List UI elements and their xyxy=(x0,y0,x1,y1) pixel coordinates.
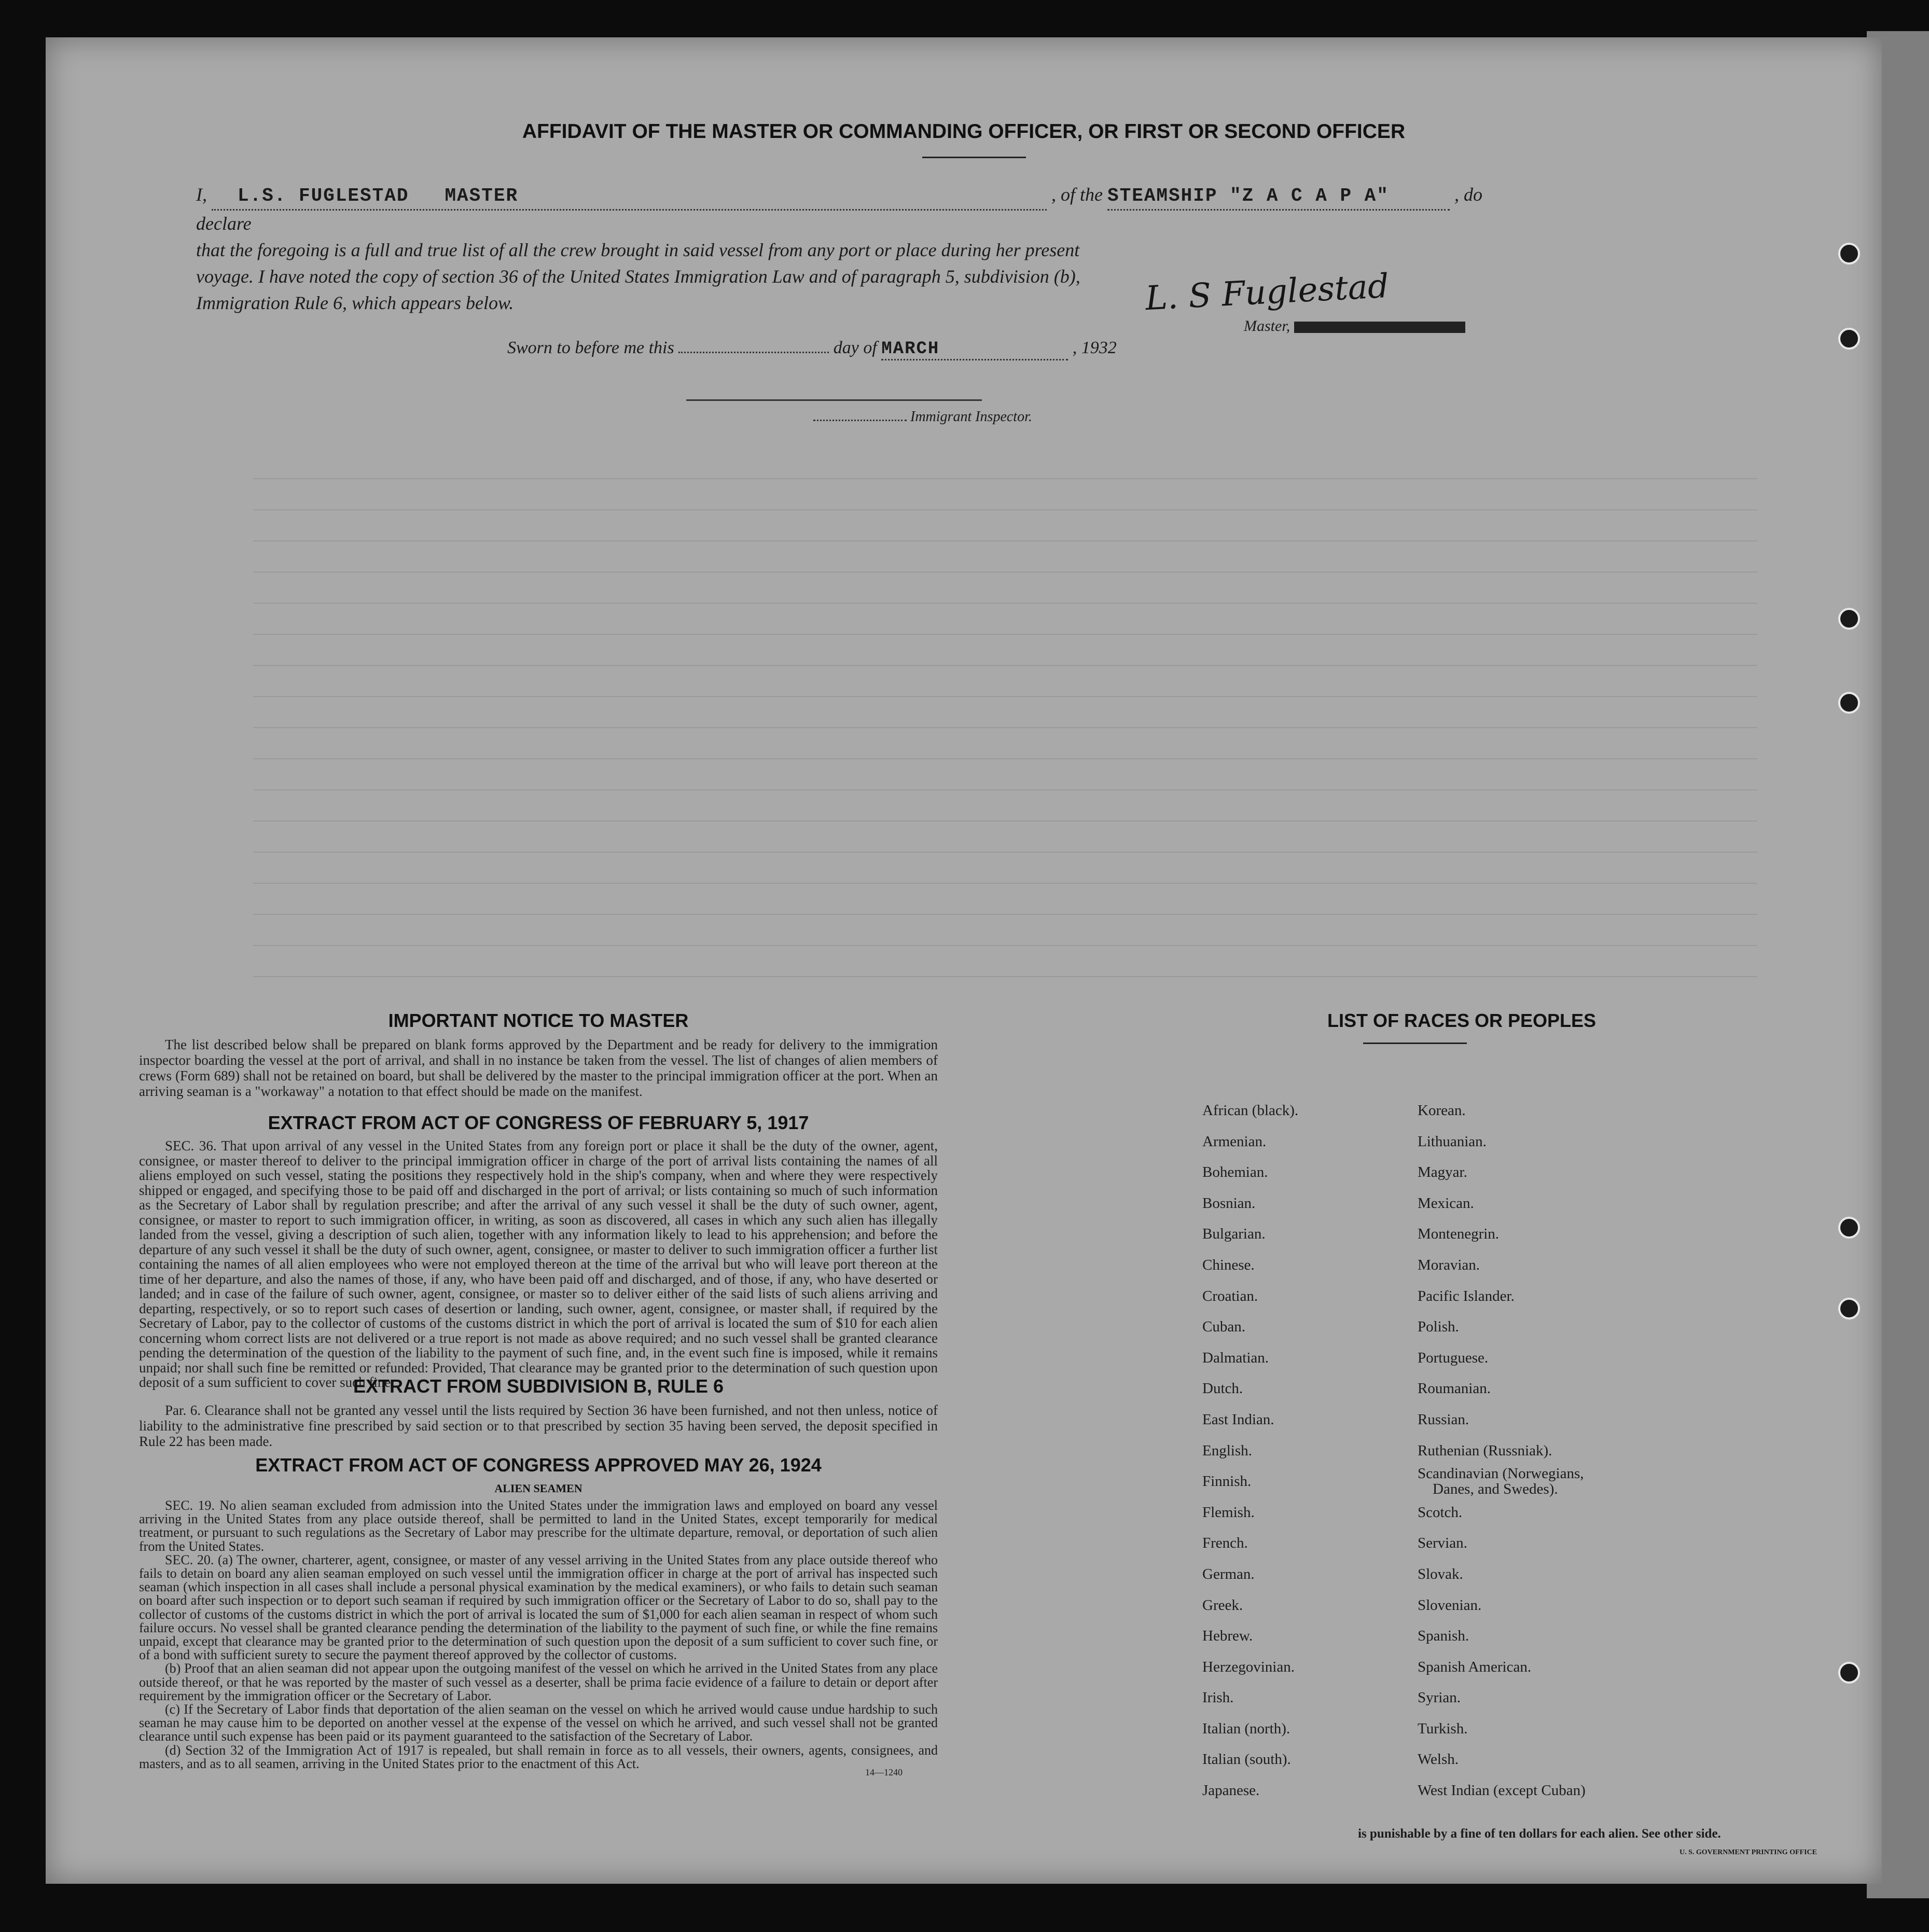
race-item: Greek. xyxy=(1202,1596,1243,1614)
inspector-line xyxy=(813,409,1032,425)
race-item: Italian (south). xyxy=(1202,1751,1291,1768)
race-item: Croatian. xyxy=(1202,1287,1258,1304)
race-item: Pacific Islander. xyxy=(1418,1287,1515,1304)
month-field xyxy=(881,338,1068,360)
race-item: Welsh. xyxy=(1418,1751,1459,1768)
race-item: Polish. xyxy=(1418,1318,1459,1336)
extract-rule6-text: Par. 6. Clearance shall not be granted any vessel until the lists required by Section 36 have been furnished, and not then unless, notice of liability to the administrative fine prescribed by said section or to that prescribed by section 35 having been served, the deposit specified in Rule 22 has been made. xyxy=(139,1402,938,1449)
extract-1924-title: EXTRACT FROM ACT OF CONGRESS APPROVED MAY 26, 1924 xyxy=(255,1454,822,1476)
extract-1917-text: SEC. 36. That upon arrival of any vessel in the United States from any foreign port or place it shall be the duty of the owner, agent, consignee, or master thereof to deliver to the principal immigration officer in charge of the port of arrival lists containing the names of all aliens employed on such vessel, stating the positions they respectively hold in the ship's company, when and where they were respectively shipped or engaged, and specifying those to be paid off and discharged in the port of arrival; or lists containing so much of such information as the Secretary of Labor shall by regulation prescribe; and after the arrival of any such vessel it shall be the duty of such owner, agent, consignee, or master to report to such immigration officer, in writing, as soon as discovered, all cases in which any such alien has illegally landed from the vessel, giving a description of such alien, together with any information likely to lead to his apprehension; and before the departure of any such vessel it shall be the duty of such owner, agent, consignee, or master to deliver to such immigration officer a further list containing the names of all alien employees who were not employed thereon at the time of the arrival but who will leave port thereon at the time of her departure, and also the names of those, if any, who have been paid off and discharged, and of those, if any, who have deserted or landed; and in case of the failure of such owner, agent, consignee, or master so to deliver either of the said lists of such aliens arriving and departing, respectively, or so to report such cases of desertion or landing, such owner, agent, consignee, or master shall, if required by the Secretary of Labor, pay to the collector of customs of the customs district in which the port of arrival is located the sum of $10 for each alien concerning whom correct lists are not delivered or a true report is not made as above required; and no such vessel shall be granted clearance pending the determination of the question of the liability to the payment of such fine, and, in the event such fine is imposed, while it remains unpaid; nor shall such fine be remitted or refunded: Provided, That clearance may be granted prior to the determination of such question upon deposit of a sum sufficient to cover such fine. xyxy=(139,1138,938,1390)
races-right-column xyxy=(1418,1095,1586,1806)
race-item: Magyar. xyxy=(1418,1164,1467,1181)
race-item: Lithuanian. xyxy=(1418,1133,1487,1150)
race-item: Mexican. xyxy=(1418,1194,1474,1212)
day-of-text: day of xyxy=(833,338,877,357)
race-item: Ruthenian (Russniak). xyxy=(1418,1442,1552,1459)
sworn-day-field xyxy=(678,352,829,353)
declarant-name: L.S. FUGLESTAD xyxy=(238,185,409,206)
sec-20d-text: (d) Section 32 of the Immigration Act of 1917 is repealed, but shall remain in force as to all vessels, their owners, agents, consignees, and masters, and as to all seamen, arriving in the United States prior to the enactment of this Act. xyxy=(139,1742,938,1771)
race-item: Flemish. xyxy=(1202,1504,1255,1521)
race-item: German. xyxy=(1202,1565,1255,1582)
of-the-text: , of the xyxy=(1051,184,1103,205)
race-item: Finnish. xyxy=(1202,1473,1252,1490)
binder-hole xyxy=(1838,243,1860,265)
races-title-underline xyxy=(1363,1043,1467,1044)
race-item: Servian. xyxy=(1418,1535,1467,1552)
race-item: Syrian. xyxy=(1418,1689,1461,1706)
race-item: Armenian. xyxy=(1202,1133,1267,1150)
race-item: Hebrew. xyxy=(1202,1628,1253,1645)
sworn-line xyxy=(507,338,1117,360)
race-item: Bosnian. xyxy=(1202,1194,1256,1212)
declaration-line-4: Immigration Rule 6, which appears below. xyxy=(196,293,514,313)
bleed-through-area xyxy=(253,463,1757,1007)
affidavit-title: AFFIDAVIT OF THE MASTER OR COMMANDING OFFICER, OR FIRST OR SECOND OFFICER xyxy=(522,120,1406,143)
race-item: Spanish American. xyxy=(1418,1658,1532,1675)
binder-hole xyxy=(1838,1298,1860,1319)
race-item: Bohemian. xyxy=(1202,1164,1268,1181)
race-item: Irish. xyxy=(1202,1689,1234,1706)
sec-20b-text: (b) Proof that an alien seaman did not appear upon the outgoing manifest of the vessel on which he arrived in the United States from any place outside thereof, or that he was reported by the master of such vessel as a deserter, shall be prima facie evidence of a failure to detain or deport after requirement by the immigration officer or the Secretary of Labor. xyxy=(139,1661,938,1703)
race-item: Slovenian. xyxy=(1418,1596,1482,1614)
binder-hole xyxy=(1838,1662,1860,1684)
binder-hole xyxy=(1838,1217,1860,1239)
extract-1924-text xyxy=(139,1499,938,1771)
sec-19-text: SEC. 19. No alien seaman excluded from admission into the United States under the immigration laws and employed on board any vessel arriving in the United States from any place outside thereof, shall be permitted to land in the United States, except temporarily for medical treatment, or pursuant to such regulations as the Secretary of Labor may prescribe for the ultimate departure, removal, or deportation of such alien from the United States. xyxy=(139,1498,938,1554)
notice-text: The list described below shall be prepared on blank forms approved by the Department and be ready for delivery to the immigration inspector boarding the vessel at the port of arrival, and shall in no instance be taken from the vessel. The list of changes of alien members of crews (Form 689) shall not be retained on board, but shall be delivered by the master to the principal immigration officer at the port. When an arriving seaman is a "workaway" a notation to that effect should be made on the manifest. xyxy=(139,1037,938,1099)
race-item: West Indian (except Cuban) xyxy=(1418,1782,1586,1799)
master-signature: L. S Fuglestad xyxy=(1144,267,1390,318)
inspector-signature-line xyxy=(686,399,982,401)
race-item: Dutch. xyxy=(1202,1380,1243,1397)
race-item: African (black). xyxy=(1202,1102,1299,1119)
declaration-line-2: that the foregoing is a full and true list of all the crew brought in said vessel from any port or place during her present xyxy=(196,240,1080,260)
title-underline xyxy=(922,157,1026,158)
binder-hole xyxy=(1838,692,1860,714)
binder-hole xyxy=(1838,328,1860,350)
printer-note: U. S. GOVERNMENT PRINTING OFFICE xyxy=(1680,1848,1817,1856)
sworn-month: MARCH xyxy=(881,339,940,359)
race-item: East Indian. xyxy=(1202,1411,1274,1428)
declarant-title: MASTER xyxy=(445,185,519,206)
race-item: Montenegrin. xyxy=(1418,1226,1500,1243)
extract-1917-title: EXTRACT FROM ACT OF CONGRESS OF FEBRUARY 5, 1917 xyxy=(268,1112,809,1133)
extract-rule6-title: EXTRACT FROM SUBDIVISION B, RULE 6 xyxy=(353,1375,724,1397)
inspector-label: Immigrant Inspector. xyxy=(910,409,1032,425)
sworn-text: Sworn to before me this xyxy=(507,338,674,357)
alien-seamen-subtitle: ALIEN SEAMEN xyxy=(494,1482,582,1495)
declaration-line-1 xyxy=(196,182,1503,237)
race-item: French. xyxy=(1202,1535,1248,1552)
race-item: Moravian. xyxy=(1418,1256,1480,1273)
race-item: Scandinavian (Norwegians, Danes, and Swedes). xyxy=(1418,1465,1584,1497)
declaration-line-3: voyage. I have noted the copy of section 36 of the United States Immigration Law and of paragraph 5, subdivision (b), xyxy=(196,266,1080,287)
races-title: LIST OF RACES OR PEOPLES xyxy=(1327,1010,1597,1031)
race-item: Herzegovinian. xyxy=(1202,1658,1295,1675)
race-item: Scotch. xyxy=(1418,1504,1463,1521)
race-item: Japanese. xyxy=(1202,1782,1260,1799)
races-left-column xyxy=(1202,1095,1298,1806)
sec-20a-text: SEC. 20. (a) The owner, charterer, agent, consignee, or master of any vessel arriving in the United States from any place outside thereof who fails to detain on board any alien seaman employed on such vessel until the immigration officer in charge at the port of arrival has inspected such seaman (which inspection in all cases shall include a personal physical examination by the medical examiners), or who fails to detain such seaman on board after such inspection or to deport such seaman if required by such immigration officer or the Secretary of Labor to do so, shall pay to the collector of customs of the customs district in which the port of arrival is located the sum of $1,000 for each alien seaman in respect of whom such failure occurs. No vessel shall be granted clearance pending the determination of the liability to the payment of such fine, or while the fine remains unpaid, except that clearance may be granted prior to the determination of such question upon the deposit of a sum sufficient to cover such fine, or of a bond with sufficient surety to secure the payment thereof approved by the collector of customs. xyxy=(139,1552,938,1663)
declarant-field xyxy=(212,182,1047,211)
race-item: Italian (north). xyxy=(1202,1720,1290,1737)
sworn-year: , 1932 xyxy=(1072,338,1117,357)
race-item: Russian. xyxy=(1418,1411,1469,1428)
intro-i: I, xyxy=(196,184,207,205)
struck-out-text xyxy=(1294,322,1465,333)
binder-hole xyxy=(1838,608,1860,630)
race-item: Spanish. xyxy=(1418,1628,1469,1645)
vessel-name: STEAMSHIP "Z A C A P A" xyxy=(1107,185,1389,206)
race-item: Portuguese. xyxy=(1418,1349,1489,1366)
document-page xyxy=(46,37,1882,1884)
master-label xyxy=(1244,317,1465,335)
race-item: Roumanian. xyxy=(1418,1380,1491,1397)
sec-20c-text: (c) If the Secretary of Labor finds that deportation of the alien seaman on the vessel on which he arrived would cause undue hardship to such seaman he may cause him to be deported on another vessel at the expense of the vessel on which he arrived, and such vessel shall not be granted clearance until such expense has been paid or its payment guaranteed to the satisfaction of the Secretary of Labor. xyxy=(139,1702,938,1744)
race-item: Cuban. xyxy=(1202,1318,1245,1336)
master-label-text: Master, xyxy=(1244,317,1290,335)
race-item: Chinese. xyxy=(1202,1256,1255,1273)
notice-title: IMPORTANT NOTICE TO MASTER xyxy=(388,1010,689,1031)
race-item: Korean. xyxy=(1418,1102,1466,1119)
do-declare-text: , do declare xyxy=(196,184,1482,234)
race-item: English. xyxy=(1202,1442,1252,1459)
fine-note: is punishable by a fine of ten dollars for each alien. See other side. xyxy=(1358,1827,1721,1841)
race-item: Bulgarian. xyxy=(1202,1226,1266,1243)
race-item: Slovak. xyxy=(1418,1565,1463,1582)
form-number: 14—1240 xyxy=(865,1767,903,1777)
inspector-field xyxy=(813,420,907,421)
race-item: Turkish. xyxy=(1418,1720,1468,1737)
vessel-field xyxy=(1107,182,1450,211)
race-item: Dalmatian. xyxy=(1202,1349,1269,1366)
